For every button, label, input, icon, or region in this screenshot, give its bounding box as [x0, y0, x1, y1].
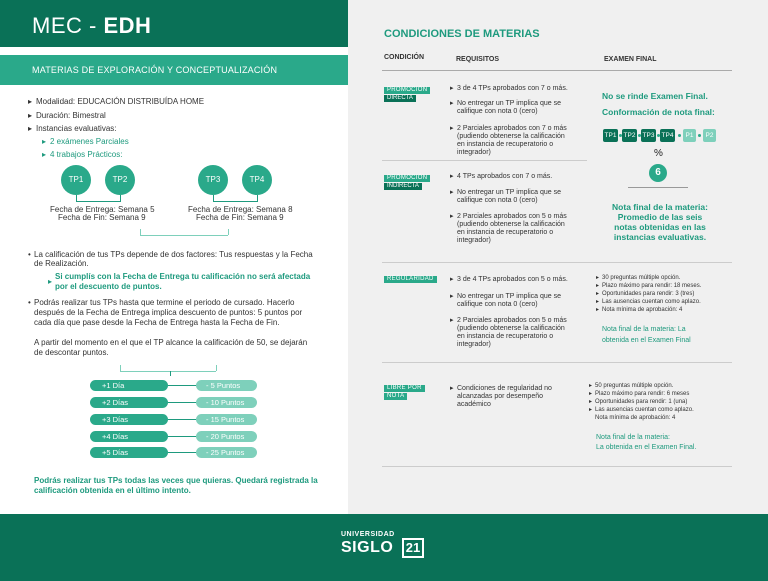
- pd-req3a: 2 Parciales aprobados con 7 o más: [457, 125, 567, 132]
- tp4-circle: TP4: [242, 165, 272, 195]
- badge-nota: NOTA: [384, 393, 407, 400]
- box-tp4: TP4: [660, 129, 675, 142]
- connector: [168, 436, 196, 437]
- box-dot: [657, 134, 660, 137]
- day-pill-1: +1 Día: [90, 380, 168, 391]
- box-tp1: TP1: [603, 129, 618, 142]
- exam-marker: ▸: [596, 299, 600, 305]
- day-pill-4: +4 Días: [90, 431, 168, 442]
- bracket-line: [120, 371, 216, 372]
- header-divider: [382, 70, 732, 71]
- reg-exam2: Plazo máximo para rendir: 18 meses.: [602, 283, 702, 289]
- pd-no-final: No se rinde Examen Final.: [602, 91, 708, 101]
- box-dot: [619, 134, 622, 137]
- box-dot: [698, 134, 701, 137]
- footer-siglo: SIGLO: [341, 539, 394, 556]
- col-condicion: CONDICIÓN: [384, 54, 425, 61]
- req-marker: ▸: [450, 385, 454, 392]
- row-divider: [382, 160, 587, 161]
- pd-conformacion: Conformación de nota final:: [602, 107, 715, 117]
- pi-req1: 4 TPs aprobados con 7 o más.: [457, 173, 553, 180]
- pd-req3b: (pudiendo obtenerse la calificación: [457, 133, 565, 140]
- six-divider: [628, 187, 688, 188]
- connector: [168, 402, 196, 403]
- reg-req2a: No entregar un TP implica que se: [457, 293, 562, 300]
- reg-req3d: integrador): [457, 341, 491, 348]
- lib-req2: alcanzadas por desempeño: [457, 393, 544, 400]
- box-dot: [638, 134, 641, 137]
- row-divider: [382, 362, 732, 363]
- pi-req3d: integrador): [457, 237, 491, 244]
- req-marker: ▸: [450, 293, 454, 300]
- bullet-dot: •: [28, 250, 31, 259]
- pi-req3c: en instancia de recuperatorio o: [457, 229, 554, 236]
- reg-req1: 3 de 4 TPs aprobados con 5 o más.: [457, 276, 568, 283]
- factor-line1: La calificación de tus TPs depende de dos factores: Tus respuestas y la Fecha: [34, 250, 313, 259]
- reg-req3b: (pudiendo obtenerse la calificación: [457, 325, 565, 332]
- pd-req3c: en instancia de recuperatorio o: [457, 141, 554, 148]
- sub-marker: ▸: [42, 150, 47, 159]
- connector: [170, 371, 171, 376]
- lib-exam2: Plazo máximo para rendir: 6 meses: [595, 391, 690, 397]
- box-dot: [678, 134, 681, 137]
- footer: [0, 514, 768, 581]
- lib-req1: Condiciones de regularidad no: [457, 385, 552, 392]
- req-marker: ▸: [450, 85, 454, 92]
- exam-marker: ▸: [596, 291, 600, 297]
- lib-exam4: Las ausencias cuentan como aplazo.: [595, 407, 694, 413]
- reg-req3a: 2 Parciales aprobados con 5 o más: [457, 317, 567, 324]
- req-marker: ▸: [450, 276, 454, 283]
- limite-line1: A partir del momento en el que el TP alcance la calificación de 50, se dejarán: [34, 338, 308, 347]
- descuento-line1: Podrás realizar tus TPs hasta que termine el periodo de cursado. Hacerlo: [34, 298, 295, 307]
- row-divider: [382, 262, 732, 263]
- connector: [168, 385, 196, 386]
- badge-regularidad: REGULARIDAD: [384, 276, 437, 283]
- bracket-line: [140, 235, 228, 236]
- bracket-line: [120, 365, 121, 371]
- pd-req1: 3 de 4 TPs aprobados con 7 o más.: [457, 85, 568, 92]
- reg-exam5: Nota mínima de aprobación: 4: [602, 307, 683, 313]
- highlight-line1: Si cumplís con la Fecha de Entrega tu calificación no será afectada: [55, 272, 311, 281]
- conditions-title: CONDICIONES DE MATERIAS: [384, 28, 540, 40]
- pd-req2a: No entregar un TP implica que se: [457, 100, 562, 107]
- brand-prefix: MEC -: [32, 13, 104, 38]
- exam-marker: ▸: [589, 383, 593, 389]
- factor-line2: de Realización.: [34, 259, 89, 268]
- bullet-marker: ▸: [28, 111, 33, 120]
- pi-req2b: califique con nota 0 (cero): [457, 197, 538, 204]
- brand-bold: EDH: [103, 13, 152, 38]
- req-marker: ▸: [450, 173, 454, 180]
- descuento-line3: cada día que pase desde la Fecha de Entrega hasta la Fecha de Fin.: [34, 318, 280, 327]
- points-pill-5: - 25 Puntos: [196, 447, 257, 458]
- pi-final2: Promedio de las seis: [617, 212, 703, 222]
- lib-final2: La obtenida en el Examen Final.: [596, 444, 697, 451]
- reg-req2b: califique con nota 0 (cero): [457, 301, 538, 308]
- final-line1: Podrás realizar tus TPs todas las veces que quieras. Quedará registrada la: [34, 476, 318, 485]
- day-pill-5: +5 Días: [90, 447, 168, 458]
- bullet-dot: •: [28, 298, 31, 307]
- footer-21-logo: 21: [402, 538, 424, 558]
- box-p1: P1: [683, 129, 696, 142]
- bracket-line: [216, 365, 217, 371]
- reg-req3c: en instancia de recuperatorio o: [457, 333, 554, 340]
- group1-entrega: Fecha de Entrega: Semana 5: [50, 205, 155, 214]
- highlight-line2: por el descuento de puntos.: [55, 282, 162, 291]
- highlight-marker: ▸: [48, 277, 53, 286]
- connector: [213, 201, 258, 202]
- badge-libre: LIBRE POR: [384, 385, 425, 392]
- pi-final1: Nota final de la materia:: [612, 202, 708, 212]
- exam-marker: ▸: [589, 399, 593, 405]
- left-panel: [0, 0, 348, 514]
- pd-req3d: integrador): [457, 149, 491, 156]
- connector: [168, 452, 196, 453]
- day-pill-2: +2 Días: [90, 397, 168, 408]
- bullet-marker: ▸: [28, 97, 33, 106]
- bracket-line: [140, 229, 141, 235]
- connector: [168, 419, 196, 420]
- reg-exam1: 30 preguntas múltiple opción.: [602, 275, 681, 281]
- lib-req3: académico: [457, 401, 491, 408]
- group2-fin: Fecha de Fin: Semana 9: [196, 213, 284, 222]
- sub-parciales: 2 exámenes Parciales: [50, 137, 129, 146]
- tp3-circle: TP3: [198, 165, 228, 195]
- badge-promocion: PROMOCIÓN: [384, 87, 430, 94]
- right-panel: [348, 0, 768, 514]
- badge-indirecta: INDIRECTA: [384, 183, 422, 190]
- reg-final2: obtenida en el Examen Final: [602, 337, 691, 344]
- group1-fin: Fecha de Fin: Semana 9: [58, 213, 146, 222]
- req-marker: ▸: [450, 317, 454, 324]
- footer-univ: UNIVERSIDAD: [341, 531, 395, 538]
- exam-marker: ▸: [596, 307, 600, 313]
- badge-promocion: PROMOCIÓN: [384, 175, 430, 182]
- pi-req2a: No entregar un TP implica que se: [457, 189, 562, 196]
- reg-final1: Nota final de la materia: La: [602, 326, 686, 333]
- bullet-duracion: Duración: Bimestral: [36, 111, 106, 120]
- req-marker: ▸: [450, 100, 454, 107]
- req-marker: ▸: [450, 189, 454, 196]
- pi-req3a: 2 Parciales aprobados con 5 o más: [457, 213, 567, 220]
- col-requisitos: REQUISITOS: [456, 56, 500, 63]
- box-tp2: TP2: [622, 129, 637, 142]
- points-pill-4: - 20 Puntos: [196, 431, 257, 442]
- reg-exam4: Las ausencias cuentan como aplazo.: [602, 299, 701, 305]
- row-divider: [382, 466, 732, 467]
- bullet-instancias: Instancias evaluativas:: [36, 124, 117, 133]
- exam-marker: ▸: [596, 283, 600, 289]
- exam-marker: ▸: [589, 407, 593, 413]
- page-brand: [0, 0, 348, 47]
- section-header: MATERIAS DE EXPLORACIÓN Y CONCEPTUALIZACIÓN: [0, 55, 348, 85]
- exam-marker: ▸: [596, 275, 600, 281]
- bullet-marker: ▸: [28, 124, 33, 133]
- col-examen: EXAMEN FINAL: [604, 56, 657, 63]
- sub-practicos: 4 trabajos Prácticos:: [50, 150, 123, 159]
- lib-final1: Nota final de la materia:: [596, 434, 670, 441]
- reg-exam3: Oportunidades para rendir: 3 (tres): [602, 291, 695, 297]
- lib-exam1: 50 preguntas múltiple opción.: [595, 383, 674, 389]
- points-pill-3: - 15 Puntos: [196, 414, 257, 425]
- pi-final4: instancias evaluativas.: [613, 232, 707, 242]
- bracket-line: [228, 229, 229, 235]
- final-line2: calificación obtenida en el último intento.: [34, 486, 191, 495]
- descuento-line2: después de la Fecha de Entrega implica descuento de puntos: 5 puntos por: [34, 308, 303, 317]
- points-pill-1: - 5 Puntos: [196, 380, 257, 391]
- req-marker: ▸: [450, 213, 454, 220]
- percent-sign: %: [654, 148, 663, 159]
- connector: [76, 201, 121, 202]
- bullet-modalidad: Modalidad: EDUCACIÓN DISTRIBUÍDA HOME: [36, 97, 205, 106]
- pi-final3: notas obtenidas en las: [614, 222, 706, 232]
- box-tp3: TP3: [641, 129, 656, 142]
- points-pill-2: - 10 Puntos: [196, 397, 257, 408]
- pi-req3b: (pudiendo obtenerse la calificación: [457, 221, 565, 228]
- group2-entrega: Fecha de Entrega: Semana 8: [188, 205, 293, 214]
- box-p2: P2: [703, 129, 716, 142]
- limite-line2: de descontar puntos.: [34, 348, 109, 357]
- sub-marker: ▸: [42, 137, 47, 146]
- exam-marker: ▸: [589, 391, 593, 397]
- six-circle: 6: [649, 164, 667, 182]
- pd-req2b: califique con nota 0 (cero): [457, 108, 538, 115]
- tp1-circle: TP1: [61, 165, 91, 195]
- day-pill-3: +3 Días: [90, 414, 168, 425]
- req-marker: ▸: [450, 125, 454, 132]
- tp2-circle: TP2: [105, 165, 135, 195]
- badge-directa: DIRECTA: [384, 95, 416, 102]
- lib-exam3: Oportunidades para rendir: 1 (una): [595, 399, 688, 405]
- lib-exam5: Nota mínima de aprobación: 4: [595, 415, 676, 421]
